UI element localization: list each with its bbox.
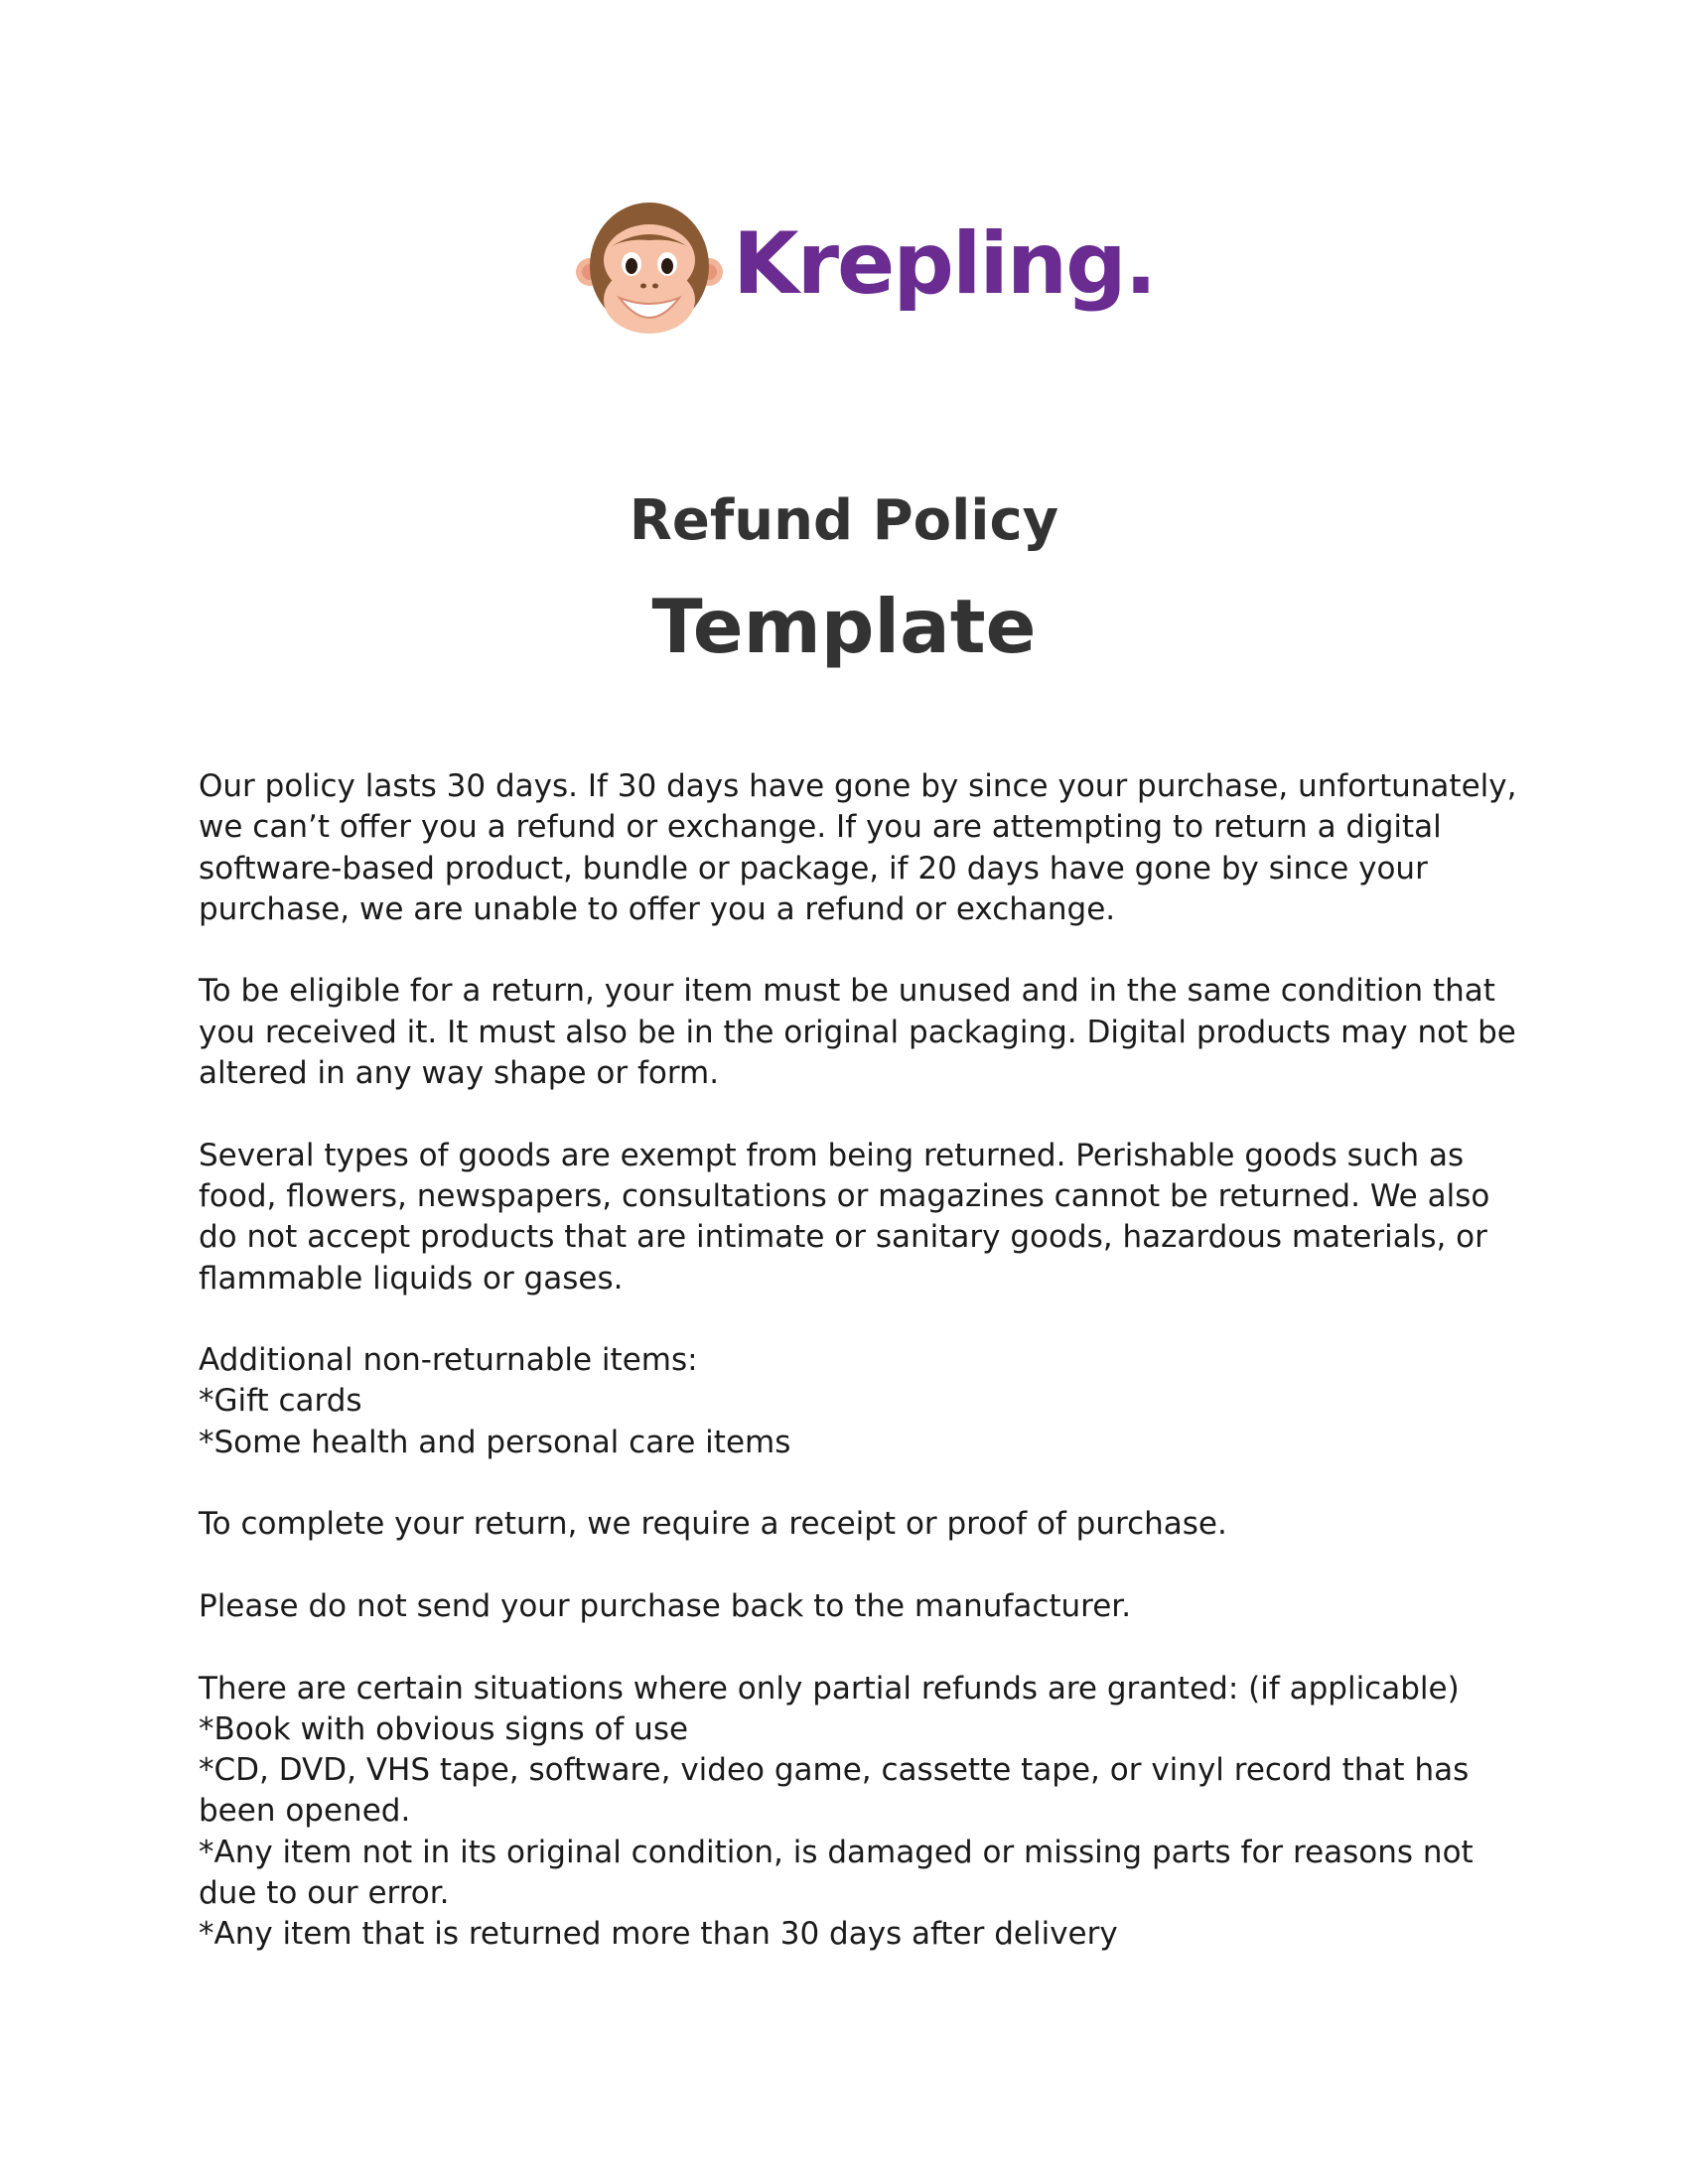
non-returnable-heading: Additional non-returnable items: bbox=[199, 1342, 698, 1379]
monkey-face-icon bbox=[576, 195, 723, 341]
partial-refund-item: *Book with obvious signs of use bbox=[199, 1710, 689, 1747]
page-subtitle: Template bbox=[651, 583, 1037, 670]
logo-wordmark: Krepling. bbox=[733, 214, 1156, 314]
policy-body bbox=[199, 766, 1519, 1996]
partial-refunds-heading: There are certain situations where only partial refunds are granted: (if applicable) bbox=[199, 1670, 1460, 1706]
partial-refund-item: *Any item that is returned more than 30 days after delivery bbox=[199, 1916, 1118, 1953]
policy-paragraph: To be eligible for a return, your item must be unused and in the same condition that you received it. It must also be in the original packaging. Digital products may not be altered in any way shape or form. bbox=[199, 973, 1516, 1092]
partial-refunds-section bbox=[199, 1669, 1519, 1956]
policy-paragraph: Our policy lasts 30 days. If 30 days have gone by since your purchase, unfortunately, we can’t offer you a refund or exchange. If you are attempting to return a digital software-based product, bundle or package, if 20 days have gone by since your purchase, we are unable to offer you a refund or exchange. bbox=[199, 768, 1517, 927]
manufacturer-note: Please do not send your purchase back to the manufacturer. bbox=[199, 1587, 1132, 1624]
partial-refund-item: *Any item not in its original condition, is damaged or missing parts for reasons not due to our error. bbox=[199, 1834, 1474, 1912]
non-returnable-section bbox=[199, 1340, 1519, 1463]
non-returnable-item: *Gift cards bbox=[199, 1383, 362, 1420]
receipt-note: To complete your return, we require a receipt or proof of purchase. bbox=[199, 1506, 1227, 1543]
logo bbox=[576, 194, 1155, 342]
policy-paragraph: Several types of goods are exempt from being returned. Perishable goods such as food, flowers, newspapers, consultations or magazines cannot be returned. We also do not accept products that are intimate or sanitary goods, hazardous materials, or flammable liquids or gases. bbox=[199, 1137, 1490, 1297]
page-title: Refund Policy bbox=[629, 488, 1059, 553]
non-returnable-item: *Some health and personal care items bbox=[199, 1424, 791, 1460]
partial-refund-item: *CD, DVD, VHS tape, software, video game, cassette tape, or vinyl record that has been opened. bbox=[199, 1752, 1470, 1830]
